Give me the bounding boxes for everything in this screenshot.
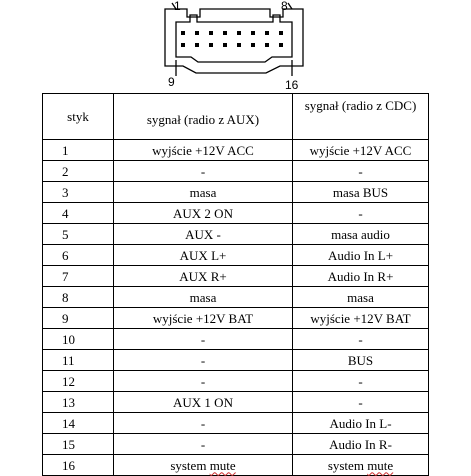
- aux-signal-cell: -: [114, 350, 293, 371]
- cdc-signal-cell: wyjście +12V BAT: [293, 308, 429, 329]
- cdc-signal-cell: masa audio: [293, 224, 429, 245]
- aux-signal-cell: AUX -: [114, 224, 293, 245]
- table-row: [43, 308, 429, 329]
- pin-number-cell: 8: [43, 287, 114, 308]
- pin-contact: [251, 31, 255, 35]
- pin-number-cell: 16: [43, 455, 114, 476]
- header-cdc-signal: sygnał (radio z CDC): [293, 94, 429, 140]
- cdc-signal-cell: -: [293, 203, 429, 224]
- pin-number-cell: 5: [43, 224, 114, 245]
- cdc-signal-cell: system mute: [293, 455, 429, 476]
- aux-signal-cell: system mute: [114, 455, 293, 476]
- cdc-signal-cell: Audio In R-: [293, 434, 429, 455]
- pin-number-cell: 7: [43, 266, 114, 287]
- pinout-table: [42, 93, 429, 476]
- cdc-signal-cell: -: [293, 392, 429, 413]
- pin-contact: [279, 31, 283, 35]
- table-row: [43, 161, 429, 182]
- pin-contact: [195, 43, 199, 47]
- header-aux-signal: sygnał (radio z AUX): [114, 94, 293, 140]
- table-row: [43, 329, 429, 350]
- table-header-row: [43, 94, 429, 140]
- pin-number-cell: 14: [43, 413, 114, 434]
- cdc-signal-cell: -: [293, 161, 429, 182]
- cdc-signal-cell: masa: [293, 287, 429, 308]
- aux-signal-cell: AUX 1 ON: [114, 392, 293, 413]
- pin-label-9: 9: [168, 75, 175, 89]
- table-row: [43, 287, 429, 308]
- aux-signal-cell: masa: [114, 287, 293, 308]
- aux-signal-cell: AUX 2 ON: [114, 203, 293, 224]
- cdc-signal-cell: -: [293, 329, 429, 350]
- aux-signal-cell: -: [114, 161, 293, 182]
- pin-contact: [209, 43, 213, 47]
- pin-contact: [223, 43, 227, 47]
- aux-signal-cell: masa: [114, 182, 293, 203]
- pin-number-cell: 4: [43, 203, 114, 224]
- pin-number-cell: 15: [43, 434, 114, 455]
- table-row: [43, 245, 429, 266]
- pin-contact: [181, 43, 185, 47]
- table-row: [43, 434, 429, 455]
- pin-row-bottom: [181, 43, 283, 47]
- aux-signal-cell: -: [114, 371, 293, 392]
- connector-diagram: [0, 0, 471, 93]
- table-row: [43, 350, 429, 371]
- pin-number-cell: 2: [43, 161, 114, 182]
- table-row: [43, 140, 429, 161]
- pin-number-cell: 13: [43, 392, 114, 413]
- table-row: [43, 413, 429, 434]
- aux-signal-cell: -: [114, 413, 293, 434]
- cdc-signal-cell: Audio In L-: [293, 413, 429, 434]
- pin-label-16: 16: [285, 78, 299, 92]
- pin-contact: [251, 43, 255, 47]
- aux-signal-cell: wyjście +12V BAT: [114, 308, 293, 329]
- cdc-signal-cell: BUS: [293, 350, 429, 371]
- cdc-signal-cell: masa BUS: [293, 182, 429, 203]
- table-row: [43, 224, 429, 245]
- aux-signal-cell: wyjście +12V ACC: [114, 140, 293, 161]
- pin-label-8: 8: [281, 0, 288, 13]
- pin-contact: [237, 43, 241, 47]
- table-row: [43, 455, 429, 476]
- pin-number-cell: 3: [43, 182, 114, 203]
- pin-contact: [195, 31, 199, 35]
- table-row: [43, 182, 429, 203]
- cdc-signal-cell: -: [293, 371, 429, 392]
- cdc-signal-cell: wyjście +12V ACC: [293, 140, 429, 161]
- pin-number-cell: 10: [43, 329, 114, 350]
- cdc-signal-cell: Audio In R+: [293, 266, 429, 287]
- pin-number-cell: 12: [43, 371, 114, 392]
- table-row: [43, 266, 429, 287]
- table-row: [43, 203, 429, 224]
- pin-number-cell: 1: [43, 140, 114, 161]
- pin-contact: [223, 31, 227, 35]
- pin-number-cell: 11: [43, 350, 114, 371]
- pin-contact: [265, 43, 269, 47]
- connector-cavity: [176, 15, 292, 62]
- connector-outline: [165, 9, 303, 73]
- pin-number-cell: 6: [43, 245, 114, 266]
- pin-contact: [279, 43, 283, 47]
- pin-contact: [237, 31, 241, 35]
- pin-label-1: 1: [174, 0, 181, 13]
- pin-contact: [181, 31, 185, 35]
- table-row: [43, 371, 429, 392]
- aux-signal-cell: -: [114, 329, 293, 350]
- pin-number-cell: 9: [43, 308, 114, 329]
- pin-contact: [209, 31, 213, 35]
- header-pin: styk: [43, 94, 114, 140]
- aux-signal-cell: -: [114, 434, 293, 455]
- table-row: [43, 392, 429, 413]
- cdc-signal-cell: Audio In L+: [293, 245, 429, 266]
- pin-row-top: [181, 31, 283, 35]
- aux-signal-cell: AUX R+: [114, 266, 293, 287]
- pin-contact: [265, 31, 269, 35]
- aux-signal-cell: AUX L+: [114, 245, 293, 266]
